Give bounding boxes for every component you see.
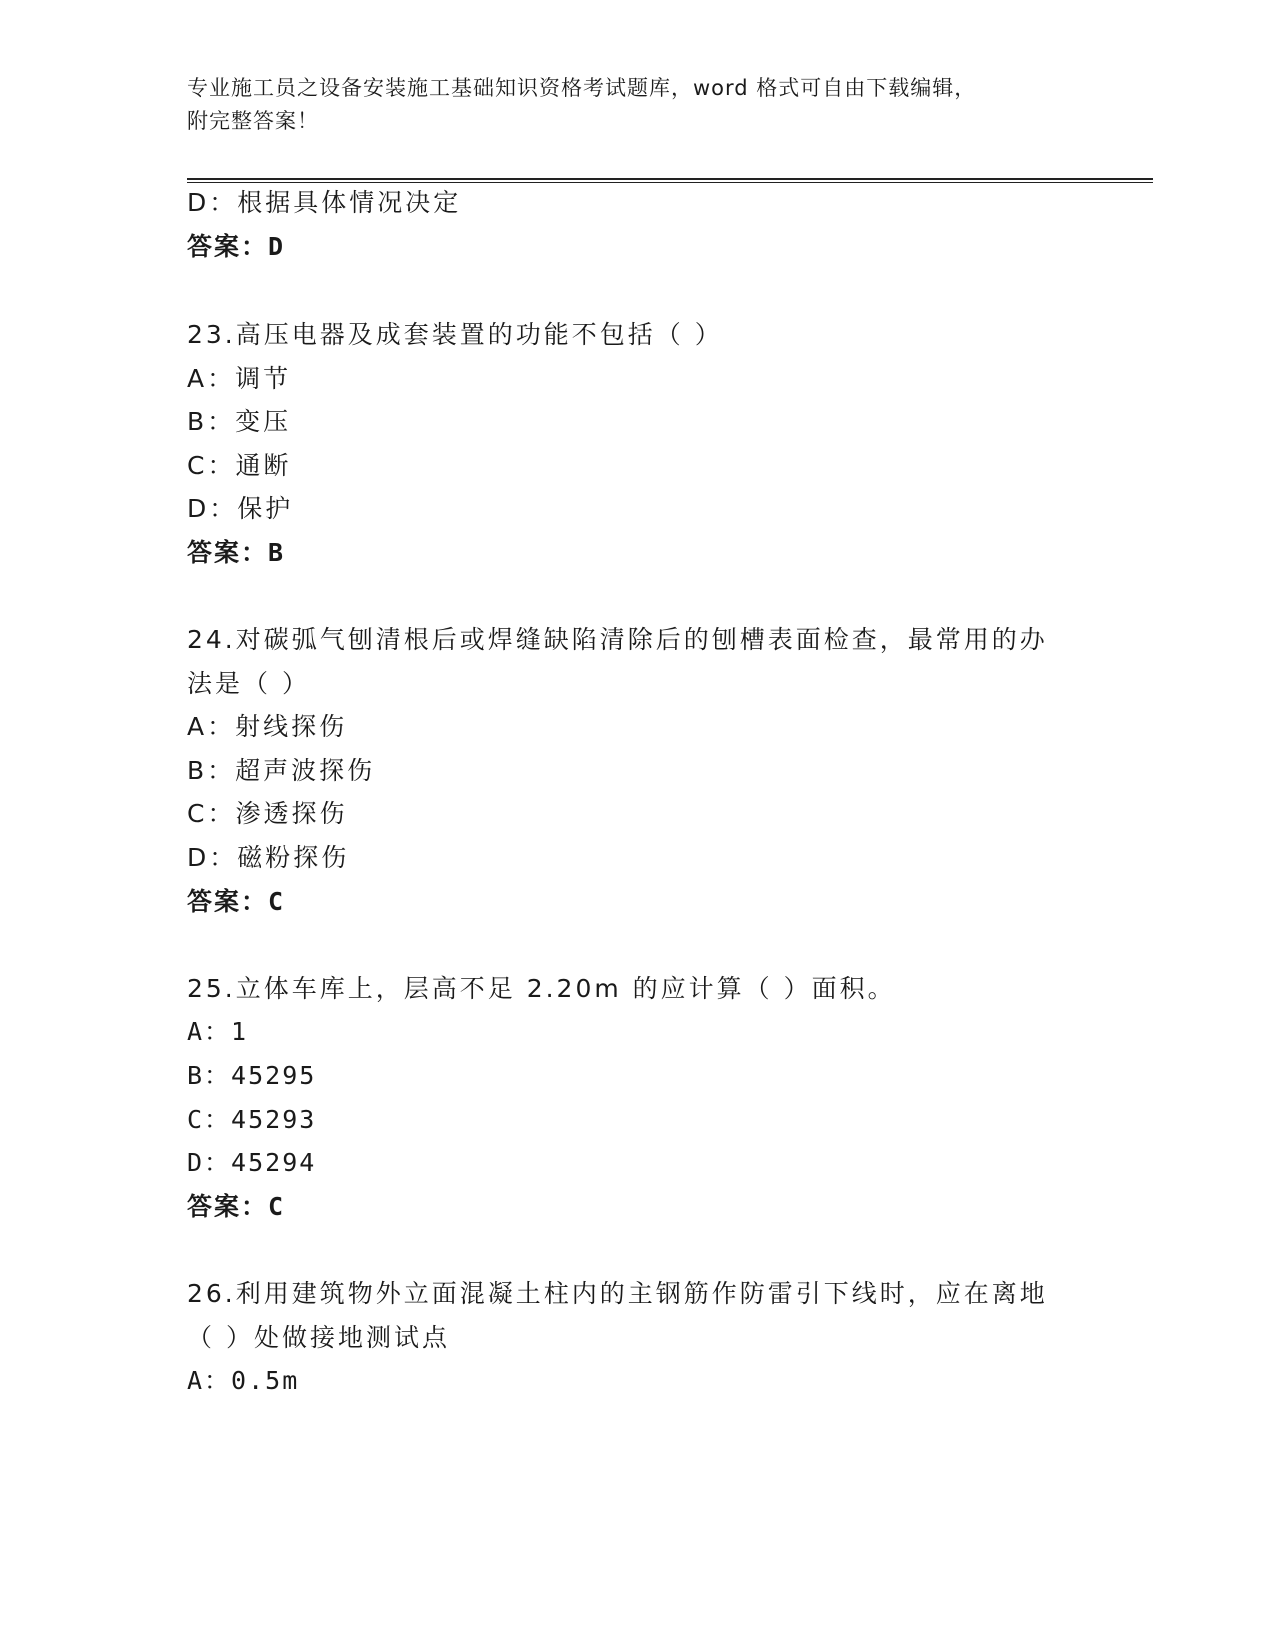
question-23-option-c: C：通断 [187,451,292,480]
question-24-option-c: C：渗透探伤 [187,799,348,828]
answer-label: 答案： [187,232,269,261]
question-25-option-d: D：45294 [187,1148,317,1177]
question-24-stem-line-1: 24.对碳弧气刨清根后或焊缝缺陷清除后的刨槽表面检查，最常用的办 [187,625,1048,654]
question-23-stem: 23.高压电器及成套装置的功能不包括（ ） [187,320,723,349]
answer-value: C [268,1192,287,1221]
header-line-2: 附完整答案！ [187,109,319,133]
question-25-stem: 25.立体车库上，层高不足 2.20m 的应计算（ ）面积。 [187,974,896,1003]
question-24-stem-line-2: 法是（ ） [187,669,310,698]
question-24-option-d: D：磁粉探伤 [187,843,350,872]
question-24-option-b: B：超声波探伤 [187,756,376,785]
answer-value: C [268,887,287,916]
question-25-answer [187,1190,286,1224]
question-23-option-d: D：保护 [187,494,294,523]
question-24-answer [187,885,286,919]
answer-value: D [268,232,287,261]
answer-line [187,230,286,264]
question-25-option-c: C：45293 [187,1105,317,1134]
header-line-1: 专业施工员之设备安装施工基础知识资格考试题库，word 格式可自由下载编辑， [187,76,977,100]
question-26-stem-line-1: 26.利用建筑物外立面混凝土柱内的主钢筋作防雷引下线时，应在离地 [187,1279,1048,1308]
question-26-stem-line-2: （ ）处做接地测试点 [187,1323,450,1352]
question-25-option-b: B：45295 [187,1061,317,1090]
question-24-option-a: A：射线探伤 [187,712,348,741]
question-23-option-b: B：变压 [187,407,292,436]
answer-label: 答案： [187,887,269,916]
question-25-option-a: A：1 [187,1017,249,1046]
question-23-option-a: A：调节 [187,364,292,393]
header-divider [187,178,1153,183]
document-header [187,72,1067,138]
answer-label: 答案： [187,538,269,567]
answer-label: 答案： [187,1192,269,1221]
question-23-answer [187,536,286,570]
answer-value: B [268,538,287,567]
option-d: D：根据具体情况决定 [187,188,462,217]
question-26-option-a: A：0.5m [187,1366,300,1395]
